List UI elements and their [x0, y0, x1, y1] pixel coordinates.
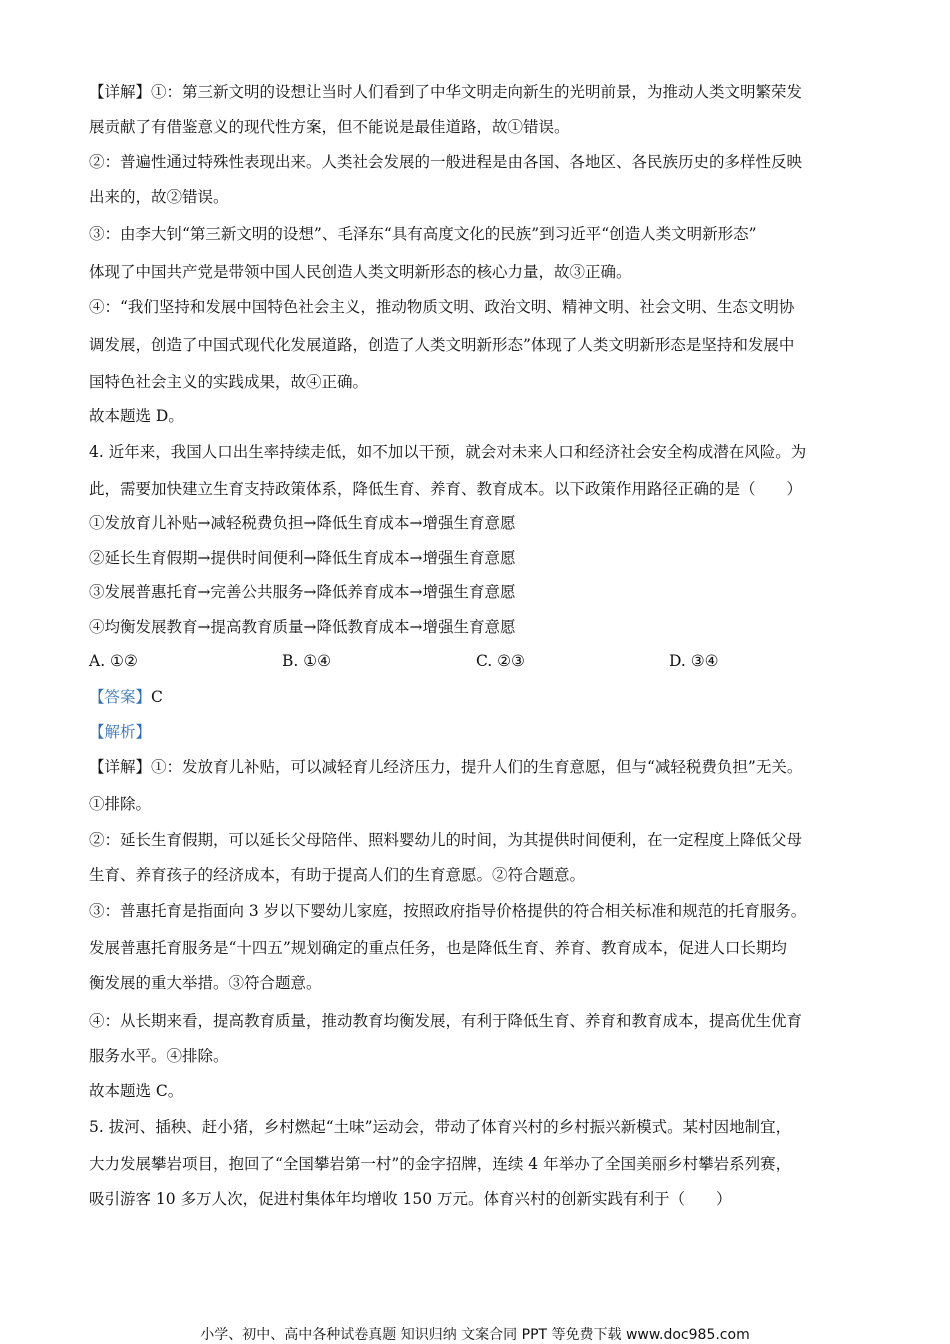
- q4-option-d: D. ③④: [669, 652, 719, 670]
- answer-label: 【答案】: [89, 688, 152, 706]
- q3-detail-line-4: 出来的，故②错误。: [89, 188, 229, 206]
- q4-detail-line-9: 服务水平。④排除。: [89, 1047, 229, 1065]
- q3-detail-line-3: ②：普遍性通过特殊性表现出来。人类社会发展的一般进程是由各国、各地区、各民族历史的多样性反映: [89, 153, 803, 171]
- q4-statement-4: ④均衡发展教育→提高教育质量→降低教育成本→增强生育意愿: [89, 618, 516, 636]
- q4-stem-line-2: 此，需要加快建立生育支持政策体系，降低生育、养育、教育成本。以下政策作用路径正确的是（ ）: [89, 480, 803, 498]
- q4-option-c: C. ②③: [476, 652, 525, 670]
- q4-detail-line-6: 发展普惠托育服务是“十四五”规划确定的重点任务，也是降低生育、养育、教育成本，促进人口长期均: [89, 939, 787, 957]
- q5-stem-line-1: 5. 拔河、插秧、赶小猪，乡村燃起“土味”运动会，带动了体育兴村的乡村振兴新模式。某村因地制宜，: [89, 1118, 792, 1136]
- q3-detail-line-6: 体现了中国共产党是带领中国人民创造人类文明新形态的核心力量，故③正确。: [89, 263, 632, 281]
- q3-detail-line-8: 调发展，创造了中国式现代化发展道路，创造了人类文明新形态”体现了人类文明新形态是坚持和发展中: [89, 336, 795, 354]
- q3-detail-line-9: 国特色社会主义的实践成果，故④正确。: [89, 373, 369, 391]
- q5-stem-line-2: 大力发展攀岩项目，抱回了“全国攀岩第一村”的金字招牌，连续 4 年举办了全国美丽乡村攀岩系列赛，: [89, 1155, 792, 1173]
- q3-conclusion: 故本题选 D。: [89, 407, 184, 425]
- q4-statement-3: ③发展普惠托育→完善公共服务→降低养育成本→增强生育意愿: [89, 583, 516, 601]
- q4-detail-line-4: 生育、养育孩子的经济成本，有助于提高人们的生育意愿。②符合题意。: [89, 866, 586, 884]
- q4-detail-line-7: 衡发展的重大举措。③符合题意。: [89, 974, 322, 992]
- q4-conclusion: 故本题选 C。: [89, 1082, 184, 1100]
- q4-statement-2: ②延长生育假期→提供时间便利→降低生育成本→增强生育意愿: [89, 549, 516, 567]
- q4-detail-line-8: ④：从长期来看，提高教育质量，推动教育均衡发展，有利于降低生育、养育和教育成本，提高优生优育: [89, 1012, 803, 1030]
- q3-detail-line-1: 【详解】①：第三新文明的设想让当时人们看到了中华文明走向新生的光明前景，为推动人类文明繁荣发: [89, 83, 803, 101]
- q4-answer: [89, 687, 869, 707]
- q4-statement-1: ①发放育儿补贴→减轻税费负担→降低生育成本→增强生育意愿: [89, 514, 516, 532]
- q3-detail-line-2: 展贡献了有借鉴意义的现代性方案，但不能说是最佳道路，故①错误。: [89, 118, 570, 136]
- q3-detail-line-7: ④：“我们坚持和发展中国特色社会主义，推动物质文明、政治文明、精神文明、社会文明、生态文明协: [89, 298, 795, 316]
- q4-option-a: A. ①②: [89, 652, 138, 670]
- page-footer: 小学、初中、高中各种试卷真题 知识归纳 文案合同 PPT 等免费下载 www.doc985.com: [200, 1327, 750, 1343]
- q4-detail-line-3: ②：延长生育假期，可以延长父母陪伴、照料婴幼儿的时间，为其提供时间便利，在一定程度上降低父母: [89, 831, 803, 849]
- q4-stem-line-1: 4. 近年来，我国人口出生率持续走低，如不加以干预，就会对未来人口和经济社会安全构成潜在风险。为: [89, 443, 807, 461]
- q4-option-b: B. ①④: [282, 652, 332, 670]
- answer-value: C: [151, 688, 163, 706]
- q4-detail-line-5: ③：普惠托育是指面向 3 岁以下婴幼儿家庭，按照政府指导价格提供的符合相关标准和规范的托育服务。: [89, 902, 807, 920]
- q4-detail-line-2: ①排除。: [89, 795, 152, 813]
- q5-stem-line-3: 吸引游客 10 多万人次，促进村集体年均增收 150 万元。体育兴村的创新实践有利于（ ）: [89, 1190, 732, 1208]
- q3-detail-line-5: ③：由李大钊“第三新文明的设想”、毛泽东“具有高度文化的民族”到习近平“创造人类文明新形态”: [89, 225, 757, 243]
- q4-detail-line-1: 【详解】①：发放育儿补贴，可以减轻育儿经济压力，提升人们的生育意愿，但与“减轻税费负担”无关。: [89, 758, 803, 776]
- analysis-label: 【解析】: [89, 723, 152, 741]
